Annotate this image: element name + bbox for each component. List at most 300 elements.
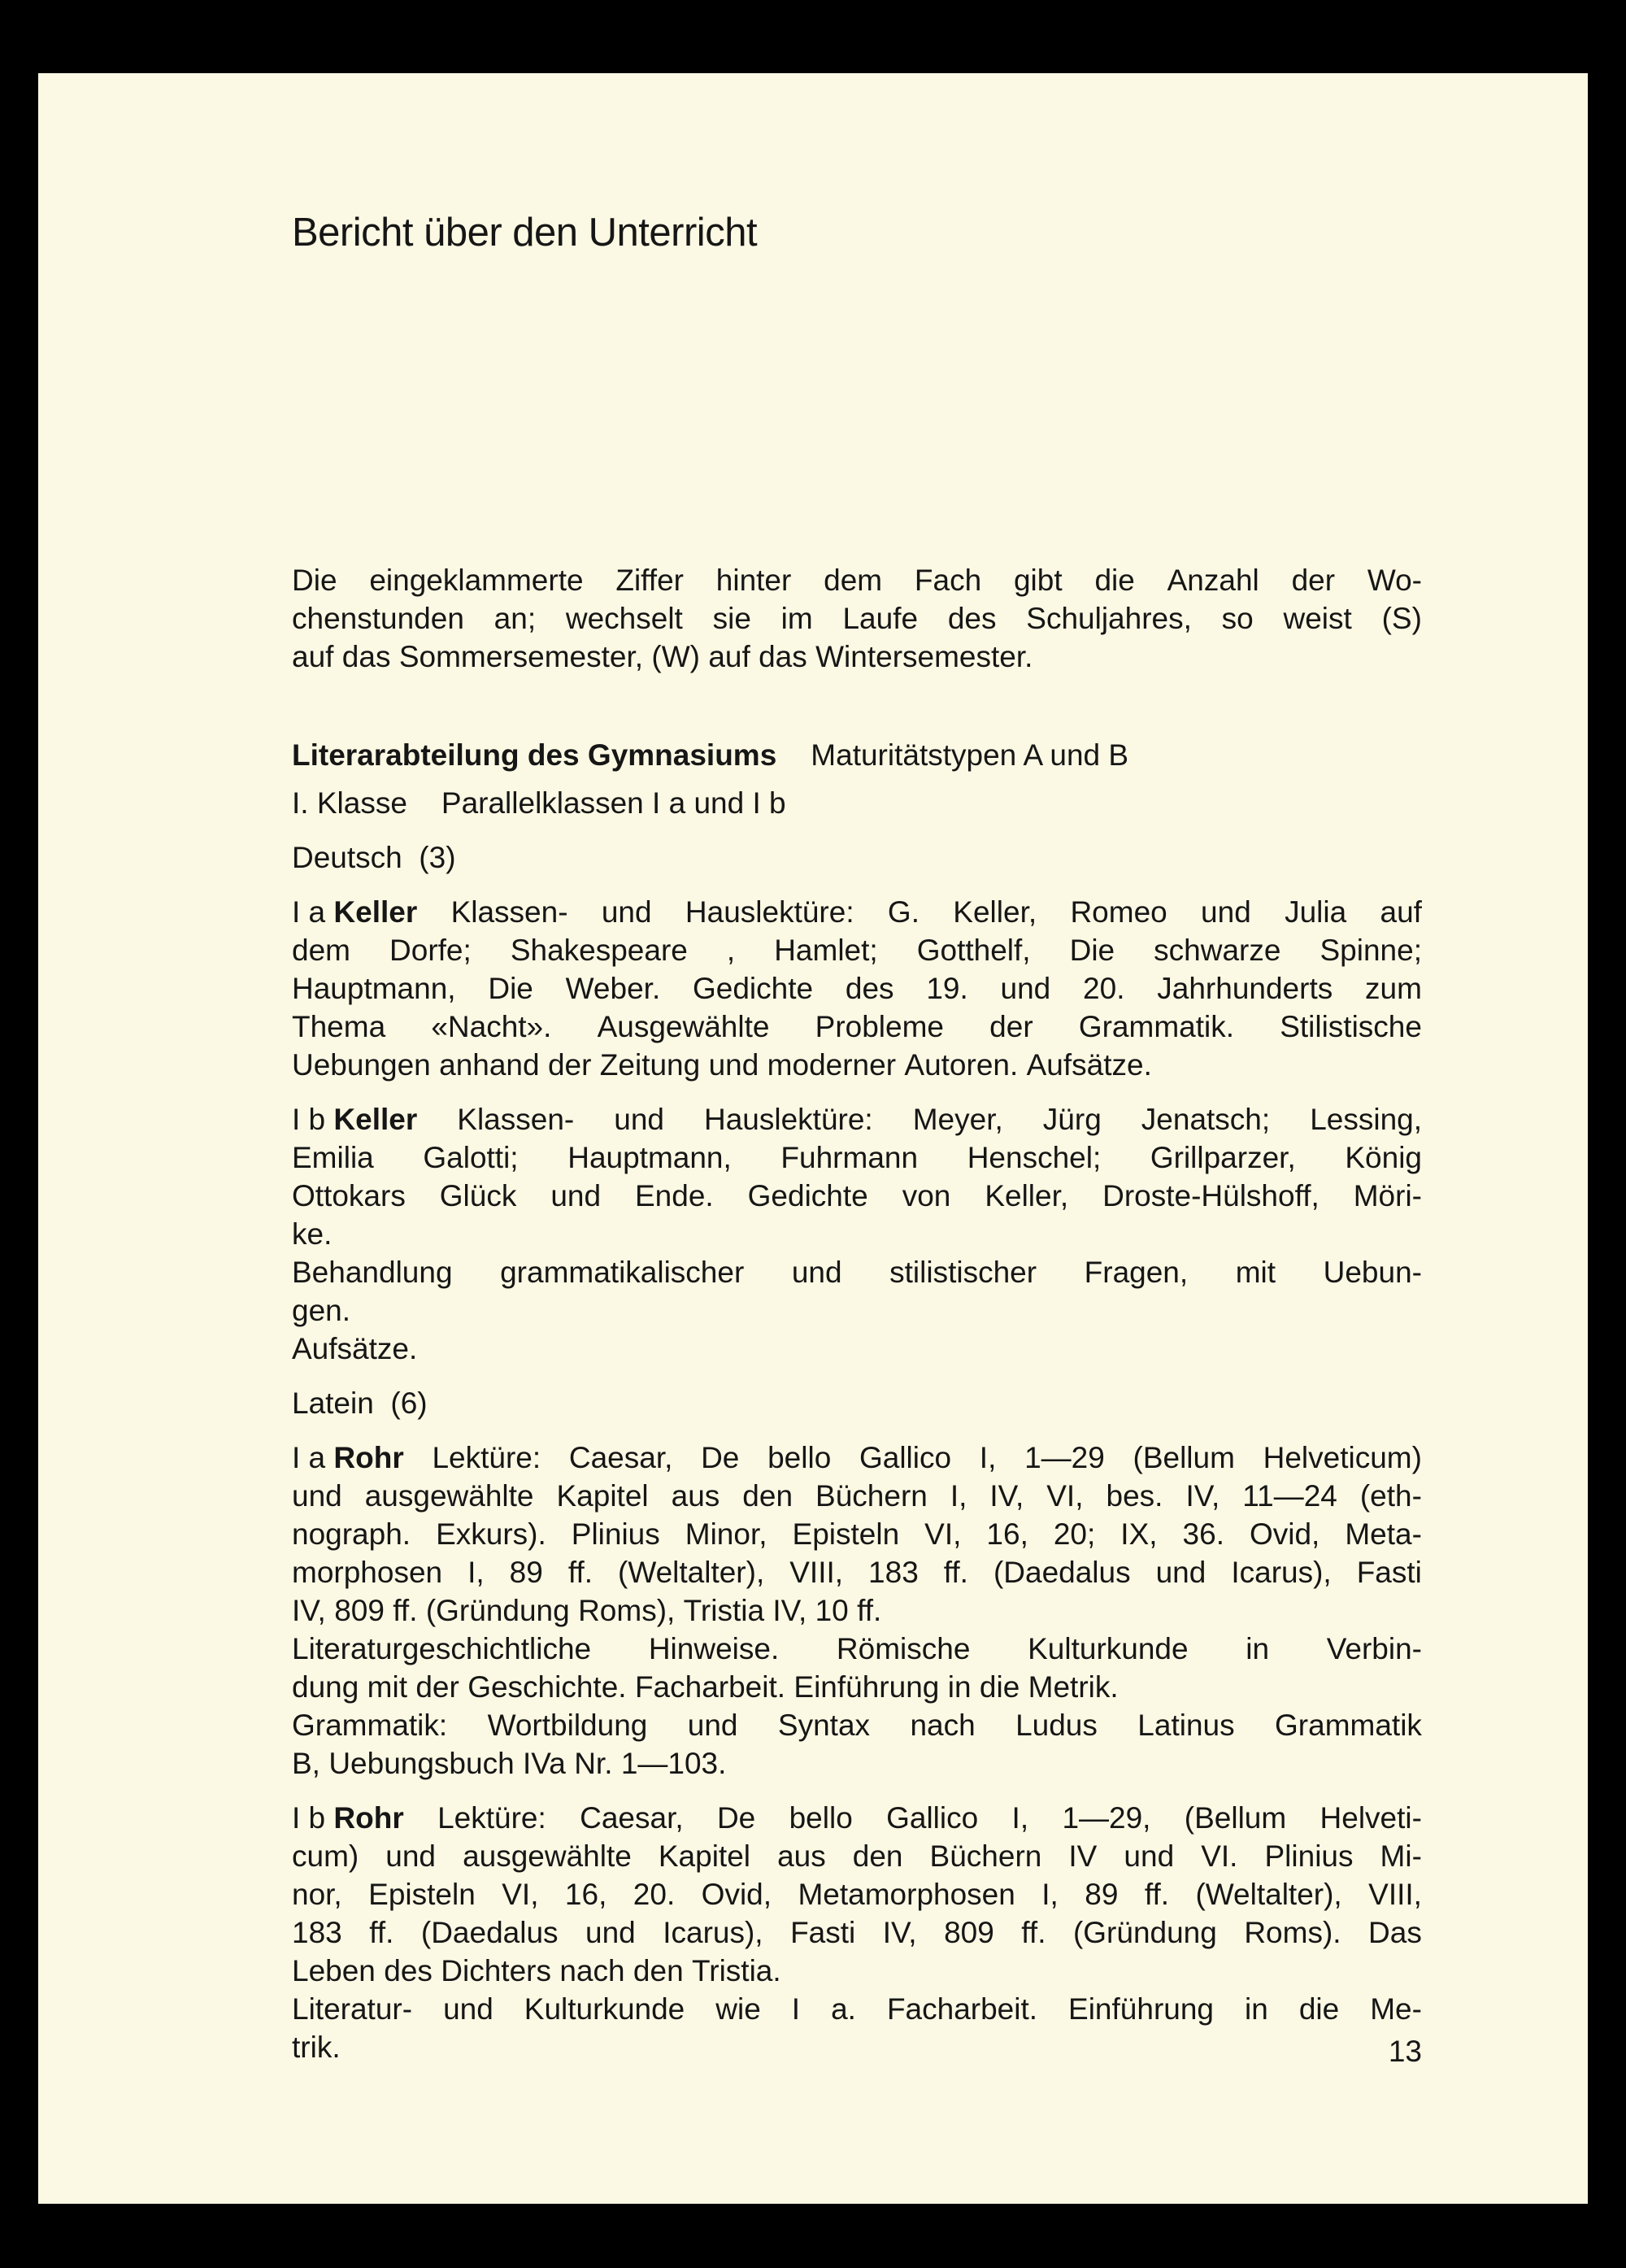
word: ff.: [567, 1556, 593, 1589]
line-lead: [292, 1439, 404, 1477]
word: Das: [1368, 1916, 1422, 1949]
word: VI,: [1046, 1479, 1084, 1513]
word: zum: [1365, 972, 1422, 1005]
teacher-name: Keller: [333, 895, 418, 929]
word: ke.: [292, 1217, 333, 1251]
text-line: [292, 599, 1422, 638]
word: (S): [1381, 602, 1422, 635]
word: Romeo: [1070, 895, 1167, 929]
word: VIII,: [1368, 1878, 1422, 1911]
text-line: [292, 1553, 1422, 1591]
word: Grammatik: [1275, 1709, 1422, 1742]
text-line: [292, 1706, 1422, 1744]
word: Literaturgeschichtliche: [292, 1632, 592, 1665]
word: IV,: [989, 1479, 1024, 1513]
class-code: I b: [292, 1801, 326, 1835]
word: 20;: [1053, 1517, 1096, 1551]
word: ff.: [393, 1594, 418, 1627]
word: dem: [292, 934, 350, 967]
word: Fuhrmann: [780, 1141, 919, 1174]
word: Ovid,: [1249, 1517, 1320, 1551]
text-line: [292, 1990, 1422, 2028]
word: gibt: [1013, 564, 1063, 597]
word: VI.: [1201, 1839, 1238, 1873]
word: weist: [1283, 602, 1352, 635]
word: «Nacht».: [431, 1010, 552, 1043]
word: und: [1124, 1839, 1175, 1873]
word: IV,: [1185, 1479, 1220, 1513]
word: Die: [292, 564, 337, 597]
word: in: [947, 1670, 972, 1704]
word: Glück: [439, 1179, 517, 1212]
word: dung: [292, 1670, 359, 1704]
word: der: [547, 1048, 592, 1082]
word: Fach: [914, 564, 982, 597]
word: in: [1246, 1632, 1270, 1665]
word: Dorfe;: [389, 934, 472, 967]
word: Syntax: [777, 1709, 871, 1742]
word: Verbin-: [1326, 1632, 1422, 1665]
word: Metrik.: [1028, 1670, 1119, 1704]
word: auf: [292, 640, 334, 673]
word: Jürg: [1042, 1103, 1102, 1136]
text-line: [292, 1215, 1422, 1253]
word: und: [1201, 895, 1251, 929]
word: eingeklammerte: [369, 564, 584, 597]
word: und: [585, 1916, 636, 1949]
word: anhand: [439, 1048, 540, 1082]
word: 19.: [926, 972, 968, 1005]
word: 10: [815, 1594, 849, 1627]
word: nach: [559, 1954, 625, 1987]
word: 36.: [1182, 1517, 1224, 1551]
word: ausgewählte: [364, 1479, 534, 1513]
word: Ottokars: [292, 1179, 406, 1212]
word: Hamlet;: [774, 934, 878, 967]
word: Möri-: [1353, 1179, 1422, 1212]
word: Behandlung: [292, 1256, 453, 1289]
line-lead: [292, 1100, 417, 1138]
word: Wo-: [1367, 564, 1422, 597]
word: 89: [1085, 1878, 1119, 1911]
word: Literatur-: [292, 1992, 413, 2026]
word: der: [415, 1670, 459, 1704]
word: (eth-: [1359, 1479, 1422, 1513]
word: Emilia: [292, 1141, 374, 1174]
word: IV,: [882, 1916, 917, 1949]
word: Römische: [836, 1632, 971, 1665]
page-title: Bericht über den Unterricht: [292, 211, 758, 255]
word: Hinweise.: [648, 1632, 780, 1665]
section-heading-rest: Maturitätstypen A und B: [811, 738, 1129, 772]
word: I,: [950, 1479, 967, 1513]
word: Keller,: [985, 1179, 1069, 1212]
text-line: [292, 931, 1422, 969]
section-block: [292, 736, 1422, 2066]
word: Gedichte: [693, 972, 814, 1005]
word: Icarus),: [663, 1916, 763, 1949]
text-line: [292, 1875, 1422, 1913]
document-page: [38, 73, 1588, 2204]
word: 20.: [633, 1878, 676, 1911]
word: Plinius: [571, 1517, 660, 1551]
word: Jahrhunderts: [1157, 972, 1333, 1005]
word: und: [708, 1048, 759, 1082]
word: Klassen-: [457, 1103, 575, 1136]
word: (W): [651, 640, 700, 673]
text-line: [292, 1291, 1422, 1330]
word: des: [947, 602, 997, 635]
word: IV: [1068, 1839, 1098, 1873]
text-line: [292, 1837, 1422, 1875]
class-label: I. Klasse: [292, 786, 407, 820]
word: I,: [1011, 1801, 1029, 1835]
word: an;: [493, 602, 537, 635]
word: ausgewählte: [463, 1839, 632, 1873]
word: Latinus: [1137, 1709, 1235, 1742]
text-line: [292, 1100, 1422, 1138]
word: chenstunden: [292, 602, 464, 635]
word: und: [601, 895, 652, 929]
word: morphosen: [292, 1556, 443, 1589]
word: Wintersemester.: [815, 640, 1033, 673]
word: Anzahl: [1167, 564, 1259, 597]
word: 16,: [986, 1517, 1028, 1551]
word: der: [989, 1010, 1033, 1043]
word: Leben: [292, 1954, 376, 1987]
word: aus: [777, 1839, 826, 1873]
word: trik.: [292, 2031, 341, 2064]
word: Stilistische: [1280, 1010, 1422, 1043]
word: (Daedalus: [993, 1556, 1131, 1589]
word: Episteln: [792, 1517, 900, 1551]
word: Gallico: [886, 1801, 979, 1835]
class-rest: Parallelklassen I a und I b: [441, 786, 786, 820]
teacher-name: Rohr: [333, 1441, 404, 1474]
intro-paragraph: [292, 561, 1422, 676]
line-lead: [292, 893, 417, 931]
word: Fasti: [1356, 1556, 1422, 1589]
word: Uebun-: [1323, 1256, 1422, 1289]
word: und: [292, 1479, 342, 1513]
word: nor,: [292, 1878, 342, 1911]
word: Hauptmann,: [567, 1141, 732, 1174]
deutsch-ib-block: [292, 1100, 1422, 1368]
word: B,: [292, 1747, 320, 1780]
word: Grillparzer,: [1150, 1141, 1296, 1174]
word: Uebungsbuch: [328, 1747, 515, 1780]
word: Exkurs).: [436, 1517, 546, 1551]
word: Dichters: [441, 1954, 551, 1987]
word: Meyer,: [912, 1103, 1003, 1136]
word: und: [443, 1992, 493, 2026]
word: 1—29: [1024, 1441, 1105, 1474]
word: Wortbildung: [487, 1709, 648, 1742]
word: so: [1221, 602, 1254, 635]
word: und: [1000, 972, 1051, 1005]
text-line: [292, 1253, 1422, 1291]
word: Probleme: [815, 1010, 944, 1043]
word: Helveti-: [1319, 1801, 1422, 1835]
teacher-name: Keller: [333, 1103, 418, 1136]
word: auf: [708, 640, 750, 673]
word: des: [845, 972, 894, 1005]
word: hinter: [715, 564, 792, 597]
word: und: [614, 1103, 664, 1136]
word: Lessing,: [1310, 1103, 1422, 1136]
word: mit: [367, 1670, 407, 1704]
word: nograph.: [292, 1517, 411, 1551]
text-line: [292, 1330, 1422, 1368]
word: bello: [789, 1801, 853, 1835]
word: bello: [767, 1441, 832, 1474]
word: Autoren.: [904, 1048, 1019, 1082]
text-line: [292, 1799, 1422, 1837]
word: Roms),: [578, 1594, 676, 1627]
word: den: [742, 1479, 793, 1513]
word: I,: [979, 1441, 997, 1474]
word: Henschel;: [967, 1141, 1102, 1174]
word: in: [1245, 1992, 1268, 2026]
word: Schuljahres,: [1026, 602, 1192, 635]
word: Nr.: [574, 1747, 613, 1780]
word: aus: [671, 1479, 720, 1513]
word: Droste-Hülshoff,: [1102, 1179, 1319, 1212]
word: Büchern: [815, 1479, 928, 1513]
word: (Gründung: [425, 1594, 570, 1627]
word: das: [341, 640, 391, 673]
word: Caesar,: [568, 1441, 673, 1474]
word: dem: [824, 564, 883, 597]
text-line: [292, 969, 1422, 1008]
word: Gallico: [859, 1441, 952, 1474]
word: Einführung: [793, 1670, 940, 1704]
word: die: [979, 1670, 1020, 1704]
word: (Gründung: [1072, 1916, 1217, 1949]
word: moderner: [767, 1048, 897, 1082]
section-heading-bold: Literarabteilung des Gymnasiums: [292, 738, 777, 772]
word: stilistischer: [889, 1256, 1037, 1289]
word: Spinne;: [1319, 934, 1422, 967]
word: mit: [1235, 1256, 1276, 1289]
text-line: [292, 1046, 1422, 1084]
word: Gotthelf,: [916, 934, 1031, 967]
text-line: [292, 638, 1422, 676]
word: Fasti: [790, 1916, 856, 1949]
word: ff.: [857, 1594, 882, 1627]
word: (Weltalter),: [1195, 1878, 1342, 1911]
word: Ziffer: [615, 564, 684, 597]
word: Uebungen: [292, 1048, 431, 1082]
word: 809: [944, 1916, 994, 1949]
word: Thema: [292, 1010, 386, 1043]
word: Mi-: [1380, 1839, 1422, 1873]
word: die: [1298, 1992, 1340, 2026]
word: IV,: [292, 1594, 326, 1627]
word: Büchern: [929, 1839, 1042, 1873]
text-line: [292, 1668, 1422, 1706]
word: G.: [887, 895, 920, 929]
word: Facharbeit.: [634, 1670, 786, 1704]
text-line: [292, 1477, 1422, 1515]
word: Sommersemester,: [398, 640, 644, 673]
word: a.: [831, 1992, 856, 2026]
word: (Bellum: [1133, 1441, 1235, 1474]
word: des: [384, 1954, 433, 1987]
class-heading: [292, 784, 1422, 822]
text-line: [292, 561, 1422, 599]
word: (Bellum: [1184, 1801, 1287, 1835]
word: 16,: [564, 1878, 607, 1911]
word: Kapitel: [658, 1839, 751, 1873]
word: IX,: [1120, 1517, 1158, 1551]
word: von: [902, 1179, 951, 1212]
word: Hauptmann,: [292, 972, 456, 1005]
word: und: [687, 1709, 738, 1742]
word: sie: [712, 602, 751, 635]
text-line: [292, 1913, 1422, 1952]
word: das: [759, 640, 807, 673]
line-lead: [292, 1799, 404, 1837]
word: Kulturkunde: [524, 1992, 685, 2026]
word: wie: [715, 1992, 761, 2026]
word: wechselt: [565, 602, 683, 635]
word: IV,: [772, 1594, 807, 1627]
word: (Daedalus: [420, 1916, 559, 1949]
word: Lektüre:: [437, 1801, 546, 1835]
text-line: [292, 1744, 1422, 1783]
word: 20.: [1083, 972, 1125, 1005]
latein-ib-block: [292, 1799, 1422, 2066]
word: 183: [292, 1916, 342, 1949]
word: Kulturkunde: [1028, 1632, 1189, 1665]
subject-deutsch: Deutsch (3): [292, 841, 456, 874]
word: Lektüre:: [432, 1441, 541, 1474]
word: Aufsätze.: [292, 1332, 418, 1365]
text-line: [292, 1515, 1422, 1553]
word: Keller,: [953, 895, 1037, 929]
word: Fragen,: [1084, 1256, 1189, 1289]
word: Caesar,: [580, 1801, 684, 1835]
word: schwarze: [1154, 934, 1281, 967]
word: ,: [726, 934, 736, 967]
word: De: [716, 1801, 756, 1835]
class-code: I b: [292, 1103, 326, 1136]
text-line: [292, 1591, 1422, 1630]
word: und: [791, 1256, 842, 1289]
word: Metamorphosen: [798, 1878, 1015, 1911]
word: Grammatik:: [292, 1709, 448, 1742]
word: Meta-: [1345, 1517, 1422, 1551]
word: ff.: [1144, 1878, 1170, 1911]
word: Plinius: [1264, 1839, 1354, 1873]
word: Grammatik.: [1078, 1010, 1235, 1043]
word: den: [633, 1954, 684, 1987]
word: ff.: [1021, 1916, 1046, 1949]
word: Icarus),: [1231, 1556, 1332, 1589]
class-code: I a: [292, 1441, 326, 1474]
word: I,: [467, 1556, 485, 1589]
word: Galotti;: [423, 1141, 519, 1174]
word: auf: [1380, 895, 1422, 929]
word: 1—29,: [1062, 1801, 1151, 1835]
word: I,: [1041, 1878, 1059, 1911]
text-line: [292, 893, 1422, 931]
word: und: [550, 1179, 602, 1212]
word: die: [1094, 564, 1135, 597]
word: Hauslektüre:: [685, 895, 854, 929]
word: Zeitung: [599, 1048, 701, 1082]
word: der: [1291, 564, 1336, 597]
word: Weber.: [565, 972, 661, 1005]
word: Tristia: [683, 1594, 765, 1627]
word: IVa: [523, 1747, 566, 1780]
word: Minor,: [685, 1517, 767, 1551]
word: Ausgewählte: [597, 1010, 770, 1043]
word: (Weltalter),: [618, 1556, 765, 1589]
word: Helveticum): [1263, 1441, 1422, 1474]
word: Klassen-: [450, 895, 568, 929]
word: Gedichte: [747, 1179, 868, 1212]
word: und: [385, 1839, 437, 1873]
word: VI,: [924, 1517, 962, 1551]
word: Episteln: [368, 1878, 476, 1911]
word: und: [1155, 1556, 1206, 1589]
word: König: [1345, 1141, 1422, 1174]
section-heading: [292, 736, 1422, 774]
word: Julia: [1285, 895, 1347, 929]
class-code: I a: [292, 895, 326, 929]
word: Me-: [1370, 1992, 1422, 2026]
word: Jenatsch;: [1141, 1103, 1271, 1136]
word: ff.: [369, 1916, 394, 1949]
word: den: [852, 1839, 903, 1873]
word: Die: [488, 972, 533, 1005]
text-line: [292, 1952, 1422, 1990]
text-line: [292, 2028, 1422, 2066]
word: VI,: [502, 1878, 539, 1911]
word: cum): [292, 1839, 359, 1873]
word: nach: [910, 1709, 976, 1742]
word: Roms).: [1244, 1916, 1341, 1949]
subject-latein: Latein (6): [292, 1386, 428, 1420]
word: 809: [334, 1594, 385, 1627]
word: Laufe: [842, 602, 919, 635]
text-line: [292, 1630, 1422, 1668]
word: Kapitel: [556, 1479, 649, 1513]
word: gen.: [292, 1294, 351, 1327]
deutsch-ia-block: [292, 893, 1422, 1084]
word: 89: [509, 1556, 543, 1589]
word: I: [791, 1992, 801, 2026]
word: im: [780, 602, 813, 635]
word: 1—103.: [620, 1747, 727, 1780]
word: Geschichte.: [467, 1670, 627, 1704]
word: 183: [868, 1556, 919, 1589]
word: Ovid,: [701, 1878, 772, 1911]
word: VIII,: [789, 1556, 844, 1589]
word: Hauslektüre:: [704, 1103, 873, 1136]
text-line: [292, 1177, 1422, 1215]
text-line: [292, 1439, 1422, 1477]
word: Einführung: [1068, 1992, 1214, 2026]
latein-ia-block: [292, 1439, 1422, 1783]
teacher-name: Rohr: [333, 1801, 404, 1835]
word: 11—24: [1242, 1479, 1337, 1513]
word: grammatikalischer: [500, 1256, 745, 1289]
word: bes.: [1106, 1479, 1163, 1513]
word: Die: [1069, 934, 1115, 967]
